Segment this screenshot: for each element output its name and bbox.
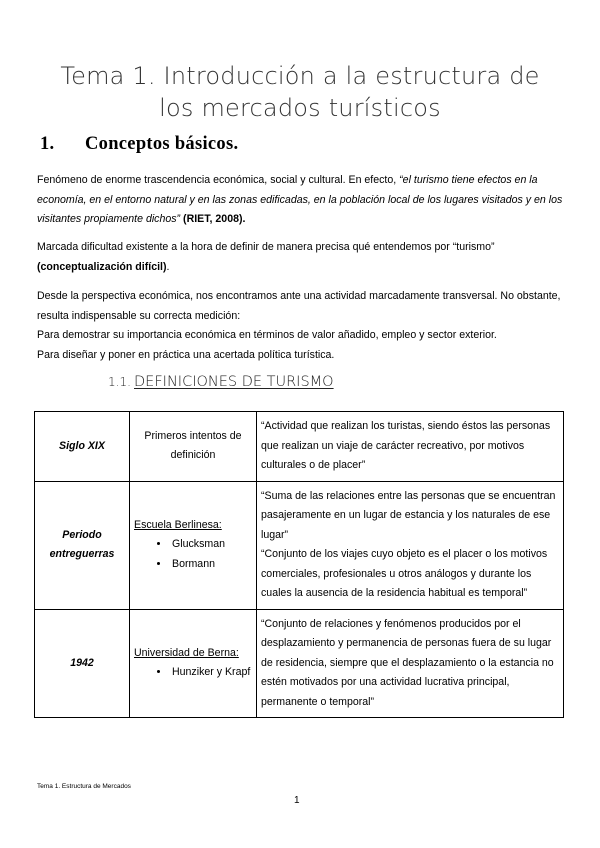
section-number: 1. <box>40 134 55 154</box>
subsection-heading <box>108 374 334 390</box>
intro-lead: Fenómeno de enorme trascendencia económica, social y cultural. En efecto, <box>37 174 400 186</box>
document-title: Tema 1. Introducción a la estructura de los mercados turísticos <box>60 62 540 122</box>
table-row <box>35 609 564 718</box>
paragraph-economic-perspective <box>37 287 563 365</box>
authors-list <box>134 535 252 574</box>
author-item: • Glucksman <box>170 535 252 555</box>
subsection-title: DEFINICIONES DE TURISMO <box>134 374 334 390</box>
economic-line-3: Para diseñar y poner en práctica una acertada política turística. <box>37 348 335 361</box>
source-cell <box>130 609 257 718</box>
definition-cell <box>257 481 564 609</box>
economic-line-2: Para demostrar su importancia económica en términos de valor añadido, empleo y sector exterior. <box>37 329 497 341</box>
definition-cell <box>257 609 564 718</box>
economic-line-1: Desde la perspectiva económica, nos encontramos ante una actividad marcadamente transversal. No obstante, resulta indispensable su correcta medición: <box>37 290 561 322</box>
paragraph-intro <box>37 171 563 230</box>
definition-text: “Conjunto de relaciones y fenómenos producidos por el desplazamiento y permanencia de personas fuera de su lugar de residencia, siempre que el desplazamiento o la estancia no estén motivados por una actividad lucrativa principal, permanente o temporal” <box>261 617 554 708</box>
table-row <box>35 412 564 482</box>
definition-cell <box>257 412 564 482</box>
page-footer: Tema 1. Estructura de Mercados <box>37 783 131 790</box>
period-cell: Siglo XIX <box>35 412 130 482</box>
definitions-table <box>34 411 564 718</box>
difficulty-end: . <box>166 260 170 273</box>
author-item: • Bormann <box>170 555 252 575</box>
section-title: Conceptos básicos. <box>85 134 239 154</box>
section-heading <box>40 134 238 155</box>
definition-text: “Actividad que realizan los turistas, siendo éstos las personas que realizan un viaje de carácter recreativo, por motivos culturales o de placer” <box>261 420 551 471</box>
period-cell: Periodo entreguerras <box>35 481 130 609</box>
authors-list <box>134 663 252 683</box>
intro-citation: (RIET, 2008). <box>180 213 246 225</box>
difficulty-text: Marcada dificultad existente a la hora de definir de manera precisa qué entendemos por “turismo” <box>37 241 495 253</box>
paragraph-definition-difficulty <box>37 238 563 277</box>
school-label: Universidad de Berna: <box>134 646 239 659</box>
intro-quote: “el turismo tiene efectos en la economía, en el entorno natural y en las zonas edificadas, en la población local de los lugares visitados y en los visitantes propiamente dichos” <box>37 174 563 225</box>
table-row <box>35 481 564 609</box>
subsection-number: 1.1. <box>108 375 131 389</box>
definition-text: “Suma de las relaciones entre las personas que se encuentran pasajeramente en un lugar de estancia y los naturales de ese lugar” <box>261 489 556 541</box>
period-cell: 1942 <box>35 609 130 718</box>
page-number: 1 <box>294 795 300 806</box>
source-cell <box>130 481 257 609</box>
source-cell: Primeros intentos de definición <box>130 412 257 482</box>
difficulty-bold: (conceptualización difícil) <box>37 260 167 273</box>
author-item: • Hunziker y Krapf <box>170 663 252 683</box>
definition-text: “Conjunto de los viajes cuyo objeto es el placer o los motivos comerciales, profesionales u otros análogos y durante los cuales la ausencia de la residencia habitual es temporal” <box>261 548 548 599</box>
school-label: Escuela Berlinesa: <box>134 518 222 531</box>
